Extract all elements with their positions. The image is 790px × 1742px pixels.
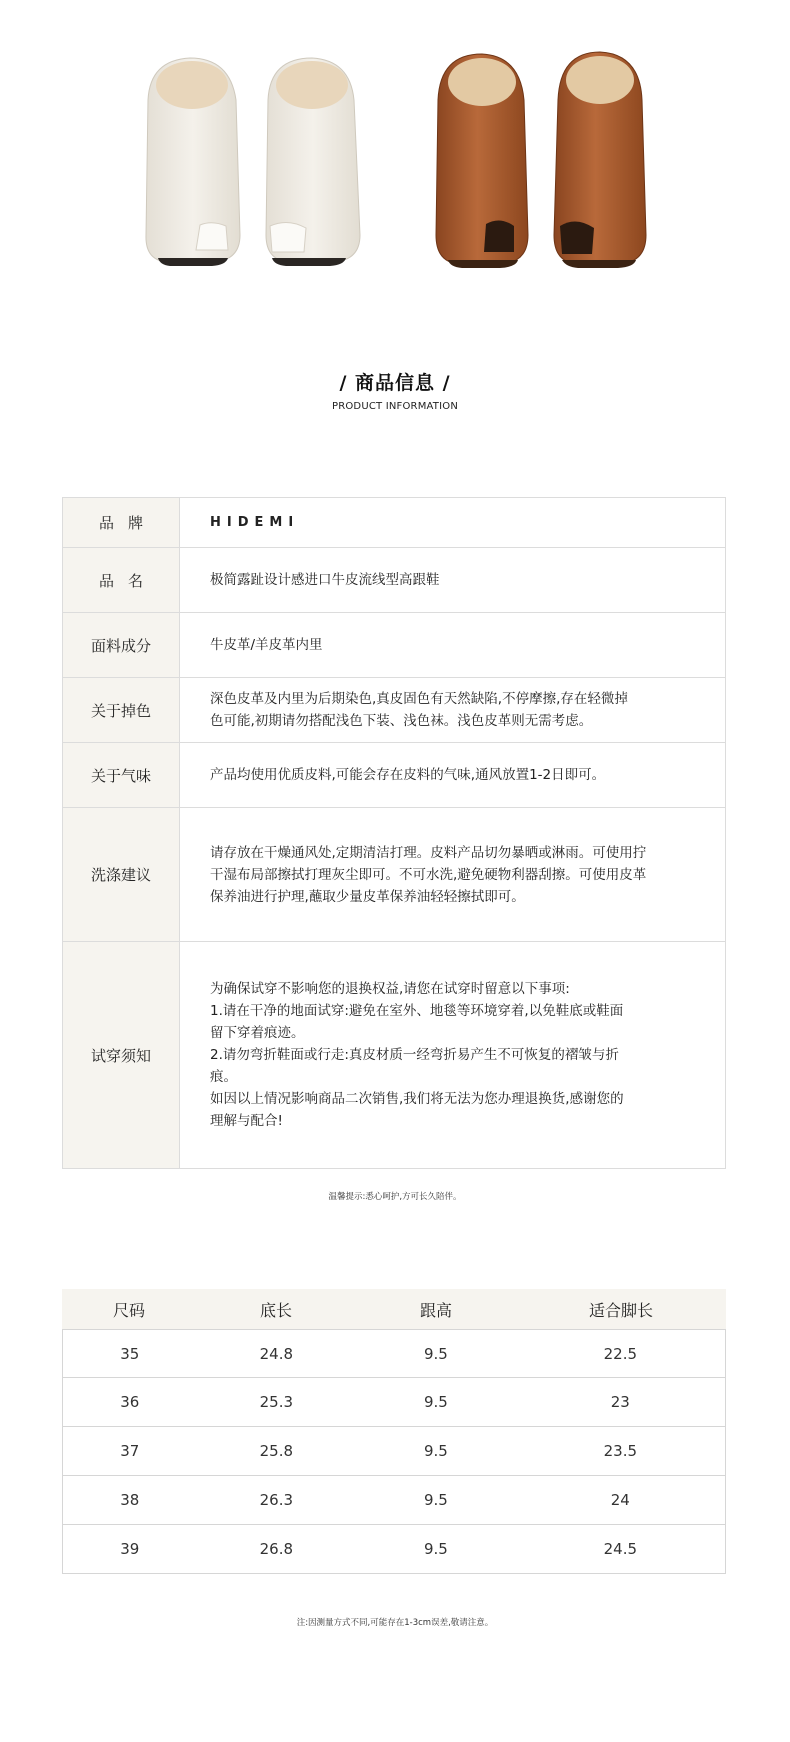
info-label-material: 面料成分 bbox=[63, 613, 180, 677]
info-label-tryon: 试穿须知 bbox=[63, 942, 180, 1168]
info-value-color: 深色皮革及内里为后期染色,真皮固色有天然缺陷,不停摩擦,存在轻微掉 色可能,初期请勿搭配浅色下装、浅色袜。浅色皮革则无需考虑。 bbox=[210, 691, 628, 729]
product-info-table bbox=[62, 497, 726, 1169]
info-label-name: 品名 bbox=[63, 548, 180, 612]
info-row-brand bbox=[63, 498, 725, 548]
header-size: 尺码 bbox=[112, 1300, 145, 1320]
info-label-brand: 品牌 bbox=[63, 498, 180, 547]
product-photos bbox=[0, 0, 790, 300]
tan-shoe-left bbox=[436, 54, 528, 268]
shoe-pair-illustration bbox=[0, 0, 790, 300]
table-row: 35 24.8 9.5 22.5 bbox=[62, 1329, 726, 1378]
info-row-tryon bbox=[63, 942, 725, 1168]
info-row-material bbox=[63, 613, 725, 678]
section-heading bbox=[0, 368, 790, 412]
header-foot-length: 适合脚长 bbox=[588, 1300, 653, 1320]
info-value-material: 牛皮革/羊皮革内里 bbox=[210, 637, 323, 653]
cream-shoe-right bbox=[266, 58, 360, 266]
size-table-header bbox=[62, 1289, 726, 1329]
heading-title: / 商品信息 / bbox=[339, 372, 451, 394]
info-row-color bbox=[63, 678, 725, 743]
tan-shoe-right bbox=[554, 52, 646, 268]
table-row: 39 26.8 9.5 24.5 bbox=[62, 1525, 726, 1574]
measurement-note: 注:因测量方式不同,可能存在1-3cm误差,敬请注意。 bbox=[296, 1618, 494, 1628]
table-row: 37 25.8 9.5 23.5 bbox=[62, 1427, 726, 1476]
info-value-brand: HIDEMI bbox=[210, 514, 300, 530]
table-row: 38 26.3 9.5 24 bbox=[62, 1476, 726, 1525]
size-table bbox=[62, 1289, 726, 1574]
info-value-care: 请存放在干燥通风处,定期清洁打理。皮料产品切勿暴晒或淋雨。可使用拧 干湿布局部擦拭打理灰尘即可。不可水洗,避免硬物利器刮擦。可使用皮革 保养油进行护理,蘸取少量皮革保养油轻轻擦拭即可。 bbox=[210, 844, 647, 905]
care-tip: 温馨提示:悉心呵护,方可长久陪伴。 bbox=[328, 1192, 462, 1202]
info-row-name bbox=[63, 548, 725, 613]
info-value-name: 极简露趾设计感进口牛皮流线型高跟鞋 bbox=[210, 572, 440, 588]
table-row: 36 25.3 9.5 23 bbox=[62, 1378, 726, 1427]
info-label-color: 关于掉色 bbox=[63, 678, 180, 742]
info-row-care bbox=[63, 808, 725, 942]
cream-shoe-left bbox=[146, 58, 240, 266]
heading-subtitle: PRODUCT INFORMATION bbox=[331, 401, 459, 412]
info-row-smell bbox=[63, 743, 725, 808]
info-label-smell: 关于气味 bbox=[63, 743, 180, 807]
info-value-smell: 产品均使用优质皮料,可能会存在皮料的气味,通风放置1-2日即可。 bbox=[210, 767, 606, 783]
header-sole-length: 底长 bbox=[259, 1300, 292, 1320]
header-heel-height: 跟高 bbox=[419, 1300, 452, 1320]
info-value-tryon: 为确保试穿不影响您的退换权益,请您在试穿时留意以下事项: 1.请在干净的地面试穿:避免在室外、地毯等环境穿着,以免鞋底或鞋面 留下穿着痕迹。 2.请勿弯折鞋面或行走:真皮材质一经弯折易产生不可恢复的褶皱与折 痕。 如因以上情况影响商品二次销售,我们将无法为您办理退换货,感谢您的 理解与配合! bbox=[210, 981, 624, 1129]
info-label-care: 洗涤建议 bbox=[63, 808, 180, 941]
